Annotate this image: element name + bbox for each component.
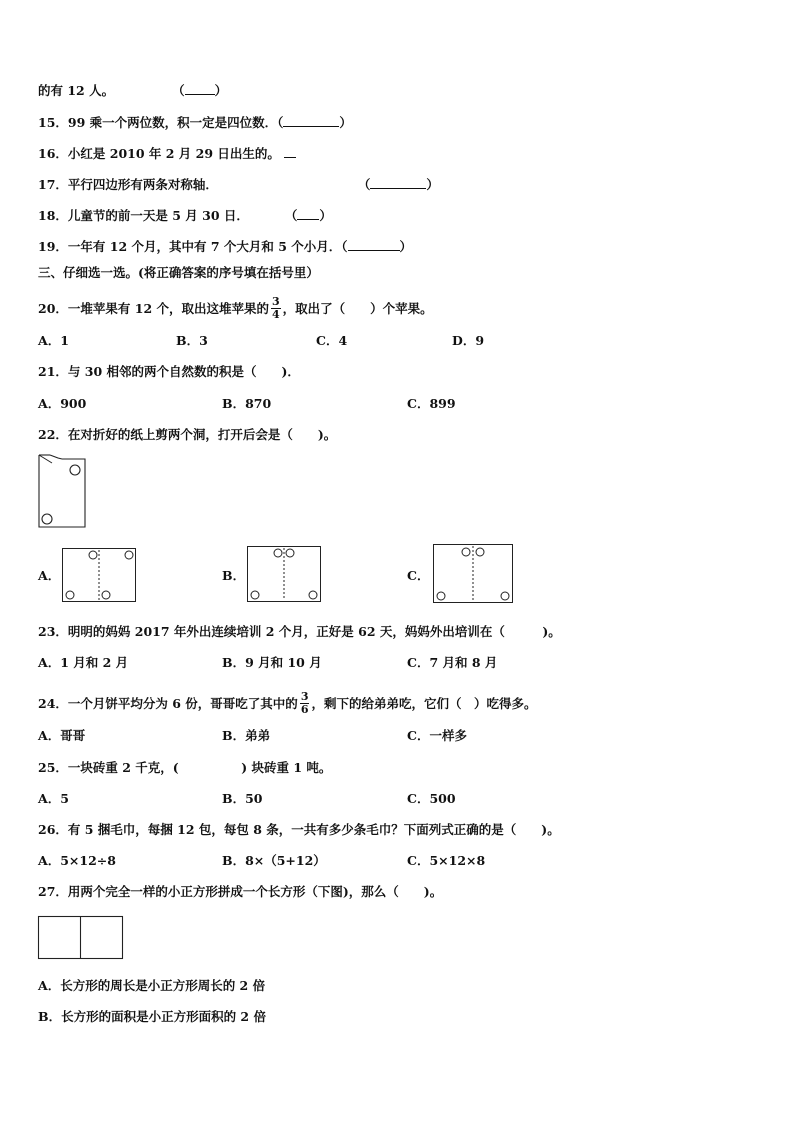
question-23: 23．明明的妈妈 2017 年外出连续培训 2 个月，正好是 62 天，妈妈外出培训在（ )。 — [38, 624, 561, 639]
option-20-c[interactable]: C．4 — [316, 333, 348, 348]
answer-blank[interactable] — [348, 250, 400, 251]
question-18: 18．儿童节的前一天是 5 月 30 日． （ ） — [38, 208, 332, 223]
option-24-b[interactable]: B．弟弟 — [222, 728, 271, 743]
option-23-c[interactable]: C．7 月和 8 月 — [407, 655, 498, 670]
option-25-a[interactable]: A．5 — [38, 791, 69, 806]
question-25: 25．一块砖重 2 千克，( ) 块砖重 1 吨。 — [38, 760, 332, 775]
answer-blank[interactable] — [370, 188, 426, 189]
answer-blank[interactable] — [284, 157, 296, 158]
option-24-a[interactable]: A．哥哥 — [38, 728, 86, 743]
option-22-b[interactable]: B． — [222, 568, 246, 583]
option-21-b[interactable]: B．870 — [222, 396, 272, 411]
fraction-three-sixths: $\frac{3}{6}$ — [300, 690, 309, 716]
option-26-b[interactable]: B．8×（5+12） — [222, 853, 326, 868]
option-26-c[interactable]: C．5×12×8 — [407, 853, 486, 868]
option-24-c[interactable]: C．一样多 — [407, 728, 467, 743]
option-22-c-figure[interactable] — [433, 544, 513, 603]
question-26: 26．有 5 捆毛巾，每捆 12 包，每包 8 条，一共有多少条毛巾？下面列式正确的是（ )。 — [38, 822, 560, 837]
option-21-a[interactable]: A．900 — [38, 396, 87, 411]
option-27-b[interactable]: B．长方形的面积是小正方形面积的 2 倍 — [38, 1009, 266, 1024]
section-3-heading: 三、仔细选一选。(将正确答案的序号填在括号里） — [38, 265, 319, 280]
question-22: 22．在对折好的纸上剪两个洞，打开后会是（ )。 — [38, 427, 337, 442]
answer-blank[interactable] — [185, 94, 215, 95]
question-19: 19．一年有 12 个月，其中有 7 个大月和 5 个小月．（ ） — [38, 239, 413, 254]
option-25-c[interactable]: C．500 — [407, 791, 456, 806]
question-21: 21．与 30 相邻的两个自然数的积是（ )． — [38, 364, 300, 379]
option-22-c[interactable]: C． — [407, 568, 430, 583]
two-squares-rectangle-figure — [38, 916, 124, 960]
question-17: 17．平行四边形有两条对称轴． （ ） — [38, 177, 439, 192]
answer-blank[interactable] — [297, 219, 319, 220]
folded-paper-figure — [36, 453, 88, 529]
option-23-a[interactable]: A．1 月和 2 月 — [38, 655, 129, 670]
option-27-a[interactable]: A．长方形的周长是小正方形周长的 2 倍 — [38, 978, 266, 993]
option-22-a[interactable]: A． — [38, 568, 61, 583]
answer-blank[interactable] — [283, 126, 339, 127]
option-20-a[interactable]: A．1 — [38, 333, 69, 348]
option-26-a[interactable]: A．5×12÷8 — [38, 853, 116, 868]
question-27: 27．用两个完全一样的小正方形拼成一个长方形（下图)，那么（ )。 — [38, 884, 443, 899]
fraction-three-quarters: $\frac{3}{4}$ — [272, 295, 280, 321]
option-23-b[interactable]: B．9 月和 10 月 — [222, 655, 322, 670]
option-22-b-figure[interactable] — [247, 546, 321, 602]
option-22-a-figure[interactable] — [62, 548, 136, 602]
question-20: 20．一堆苹果有 12 个，取出这堆苹果的 $\frac{3}{4}$ ，取出了（ ）个苹果。 — [38, 295, 433, 321]
question-24: 24．一个月饼平均分为 6 份，哥哥吃了其中的 $\frac{3}{6}$ ，剩下的给弟弟吃，它们（ ）吃得多。 — [38, 690, 537, 716]
question-15: 15．99 乘一个两位数，积一定是四位数．（ ） — [38, 115, 352, 130]
option-20-b[interactable]: B．3 — [176, 333, 208, 348]
question-16: 16．小红是 2010 年 2 月 29 日出生的。 — [38, 146, 296, 162]
option-21-c[interactable]: C．899 — [407, 396, 456, 411]
option-25-b[interactable]: B．50 — [222, 791, 263, 806]
question-14-tail: 的有 12 人。 （ ） — [38, 83, 228, 98]
option-20-d[interactable]: D．9 — [452, 333, 485, 348]
